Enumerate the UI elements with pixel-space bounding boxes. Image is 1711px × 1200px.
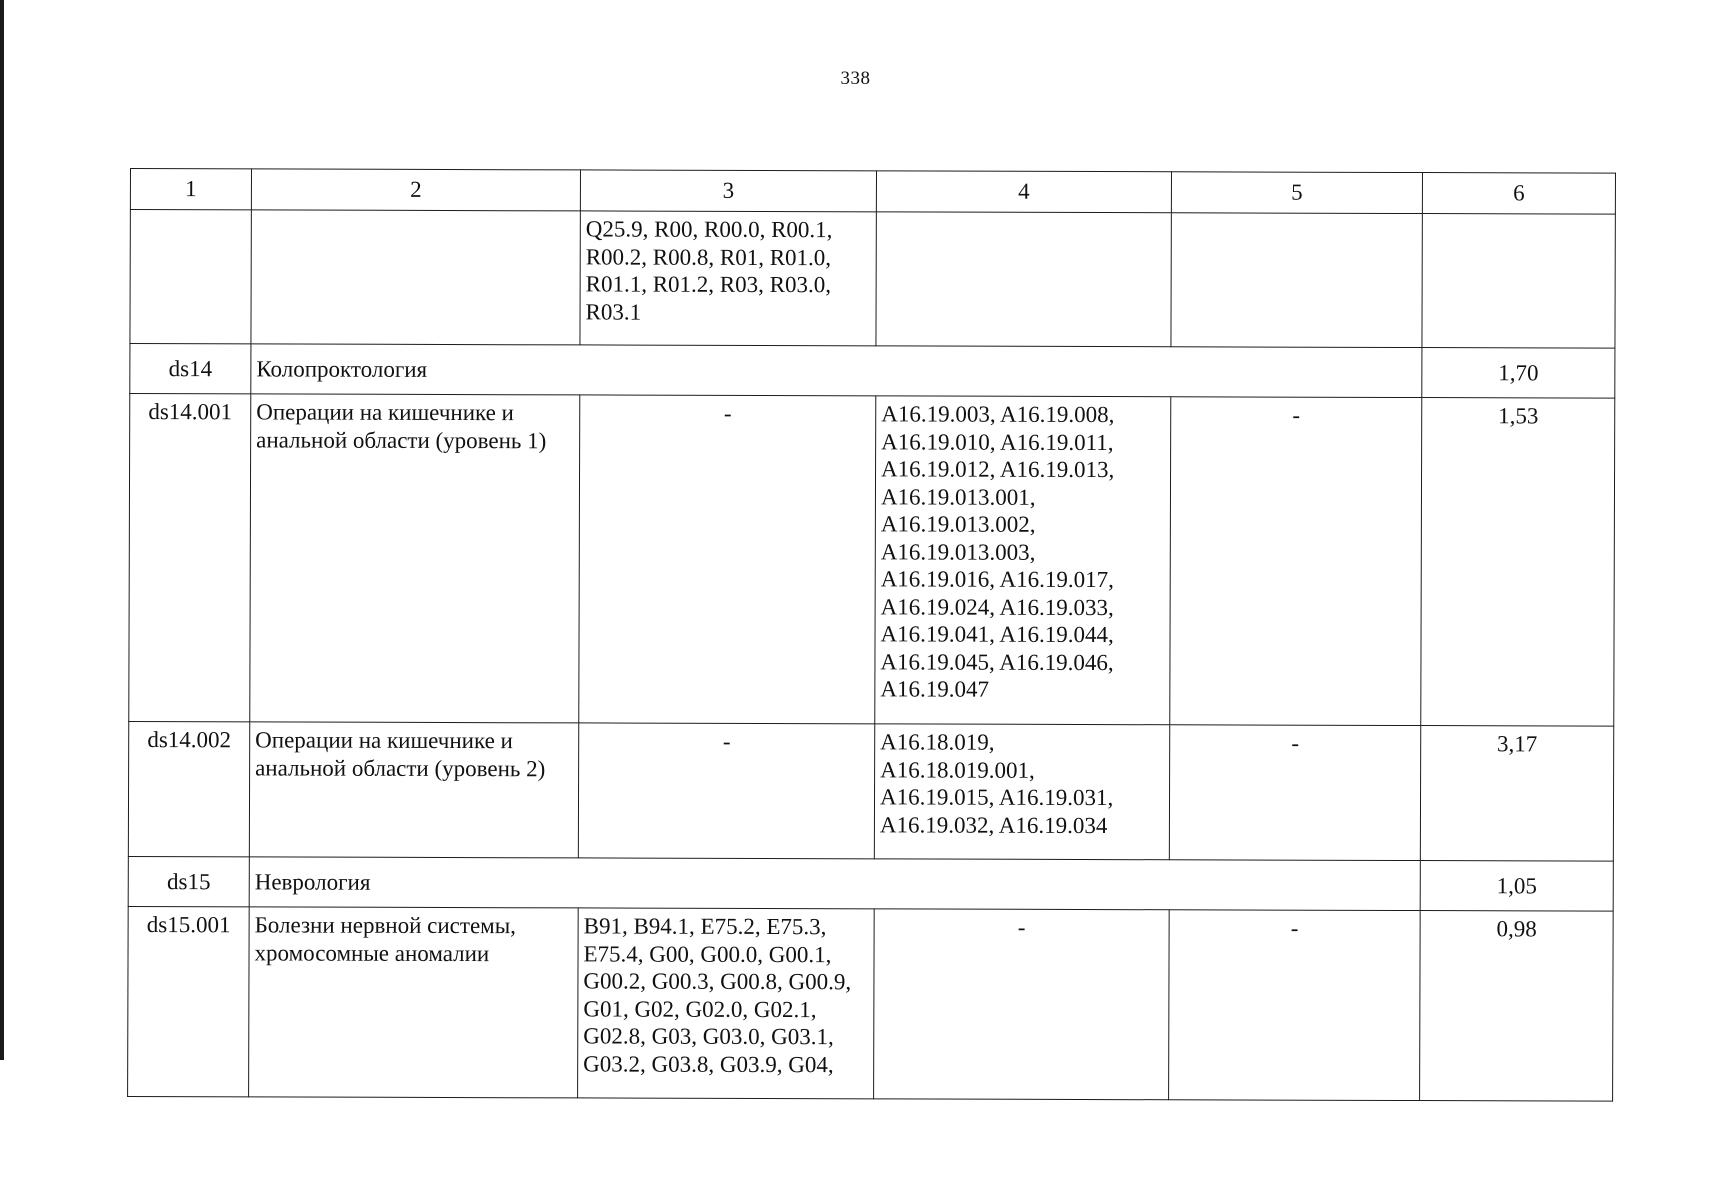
header-cell-4: 4: [876, 171, 1171, 213]
header-cell-3: 3: [580, 170, 876, 212]
header-cell-6: 6: [1422, 173, 1615, 215]
diagnosis-codes-cell: Q25.9, R00, R00.0, R00.1, R00.2, R00.8, R01, R01.0, R01.1, R01.2, R03, R03.0, R03.1: [580, 211, 876, 346]
row-name-cell: [251, 210, 580, 345]
service-codes-cell: -: [874, 909, 1170, 1100]
coefficient-cell: 1,53: [1421, 398, 1615, 727]
diagnosis-codes-cell: -: [579, 395, 876, 724]
extra-criteria-cell: -: [1169, 725, 1420, 861]
page-number: 338: [840, 68, 871, 89]
tariff-table: [127, 168, 1616, 1102]
service-codes-cell: A16.19.003, A16.19.008, A16.19.010, A16.19.011, A16.19.012, A16.19.013, A16.19.013.001, A16.19.013.002, A16.19.013.003, A16.19.016, A16.19.017, A16.19.024, A16.19.033, A16.19.041, A16.19.044, A16.19.045, A16.19.046, A16.19.047: [875, 396, 1171, 725]
header-cell-5: 5: [1171, 172, 1422, 214]
coefficient-cell: [1422, 214, 1615, 349]
section-title: Колопроктология: [251, 344, 1422, 398]
service-codes-cell: [876, 212, 1171, 347]
section-code: ds14: [130, 344, 251, 394]
section-coefficient: 1,70: [1422, 348, 1615, 399]
diagnosis-codes-cell: -: [578, 723, 874, 859]
coefficient-cell: 0,98: [1420, 911, 1614, 1102]
row-name-cell: Операции на кишечнике и анальной области (уровень 2): [249, 722, 578, 858]
table-row: [129, 394, 1615, 727]
table-row: [130, 210, 1615, 349]
section-code: ds15: [128, 856, 249, 906]
header-cell-1: 1: [130, 169, 251, 210]
row-code-cell: ds14.001: [129, 394, 251, 722]
table-row: [128, 721, 1613, 861]
row-name-cell: Операции на кишечнике и анальной области (уровень 1): [250, 394, 580, 723]
section-row: [130, 344, 1615, 399]
row-name-cell: Болезни нервной системы, хромосомные аномалии: [249, 907, 579, 1098]
row-code-cell: ds14.002: [128, 721, 249, 856]
section-row: [128, 856, 1613, 911]
section-title: Неврология: [249, 857, 1420, 911]
row-code-cell: [130, 210, 251, 344]
table-row: [128, 906, 1614, 1101]
extra-criteria-cell: [1171, 213, 1422, 348]
scan-edge-bar: [0, 0, 4, 1060]
header-cell-2: 2: [251, 169, 580, 211]
table-header-row: [130, 169, 1615, 215]
service-codes-cell: A16.18.019, A16.18.019.001, A16.19.015, A16.19.031, A16.19.032, A16.19.034: [874, 724, 1169, 860]
diagnosis-codes-cell: B91, B94.1, E75.2, E75.3, E75.4, G00, G00.0, G00.1, G00.2, G00.3, G00.8, G00.9, G01, G02, G02.0, G02.1, G02.8, G03, G03.0, G03.1, G03.2, G03.8, G03.9, G04,: [578, 908, 875, 1099]
extra-criteria-cell: -: [1170, 397, 1422, 726]
row-code-cell: ds15.001: [128, 906, 250, 1096]
extra-criteria-cell: -: [1169, 910, 1421, 1101]
section-coefficient: 1,05: [1420, 861, 1613, 912]
coefficient-cell: 3,17: [1420, 726, 1613, 862]
